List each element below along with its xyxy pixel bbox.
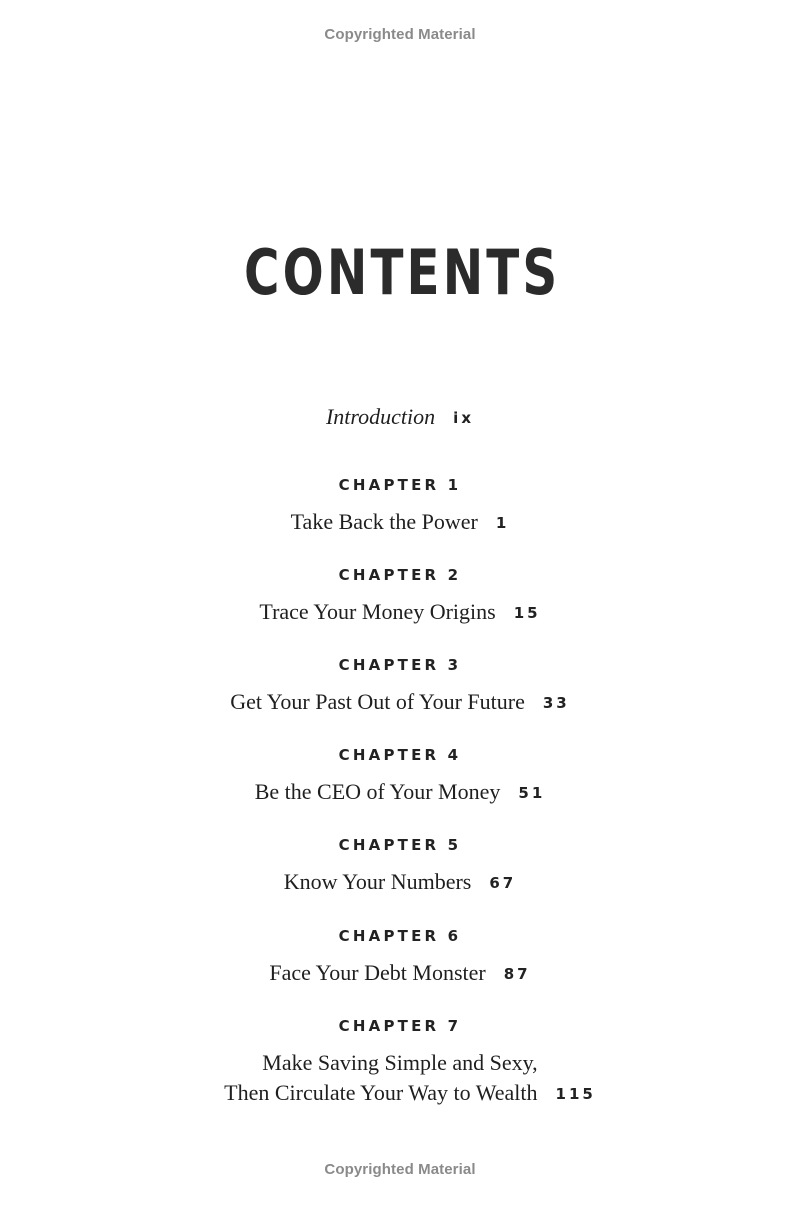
chapter-label-6: CHAPTER 6: [338, 927, 462, 945]
chapter-label-1: CHAPTER 1: [338, 476, 462, 494]
page-number: 33: [542, 694, 570, 712]
chapter-label-4: CHAPTER 4: [338, 746, 462, 764]
toc-entry-chapter-2[interactable]: [0, 599, 800, 625]
entry-title: Get Your Past Out of Your Future: [230, 689, 525, 714]
chapter-label-5: CHAPTER 5: [338, 836, 462, 854]
chapter-label-2: CHAPTER 2: [338, 566, 462, 584]
chapter-label-3: CHAPTER 3: [338, 656, 462, 674]
entry-title: Know Your Numbers: [283, 869, 472, 894]
entry-title: Introduction: [325, 404, 436, 429]
entry-title: Make Saving Simple and Sexy,: [262, 1050, 538, 1075]
copyright-watermark-bottom: Copyrighted Material: [324, 1161, 476, 1178]
toc-entry-chapter-7-line-2[interactable]: [0, 1080, 800, 1106]
page-number: 67: [489, 874, 517, 892]
page-number: 1: [495, 514, 510, 532]
toc-entry-chapter-7-line-1[interactable]: [0, 1050, 800, 1076]
toc-entry-chapter-5[interactable]: [0, 869, 800, 895]
entry-title: Trace Your Money Origins: [259, 599, 496, 624]
toc-entry-chapter-4[interactable]: [0, 779, 800, 805]
entry-title: Then Circulate Your Way to Wealth: [224, 1080, 538, 1105]
entry-title: Face Your Debt Monster: [269, 960, 486, 985]
page-number: ix: [453, 409, 474, 427]
page-number: 115: [555, 1085, 596, 1103]
page-number: 15: [513, 604, 541, 622]
toc-entry-introduction[interactable]: [0, 404, 800, 430]
page-number: 51: [518, 784, 546, 802]
page-title: CONTENTS: [244, 236, 561, 309]
toc-entry-chapter-1[interactable]: [0, 509, 800, 535]
entry-title: Take Back the Power: [290, 509, 478, 534]
toc-entry-chapter-3[interactable]: [0, 689, 800, 715]
toc-entry-chapter-6[interactable]: [0, 960, 800, 986]
chapter-label-7: CHAPTER 7: [338, 1017, 462, 1035]
page-number: 87: [503, 965, 531, 983]
entry-title: Be the CEO of Your Money: [254, 779, 501, 804]
copyright-watermark-top: Copyrighted Material: [324, 26, 476, 43]
